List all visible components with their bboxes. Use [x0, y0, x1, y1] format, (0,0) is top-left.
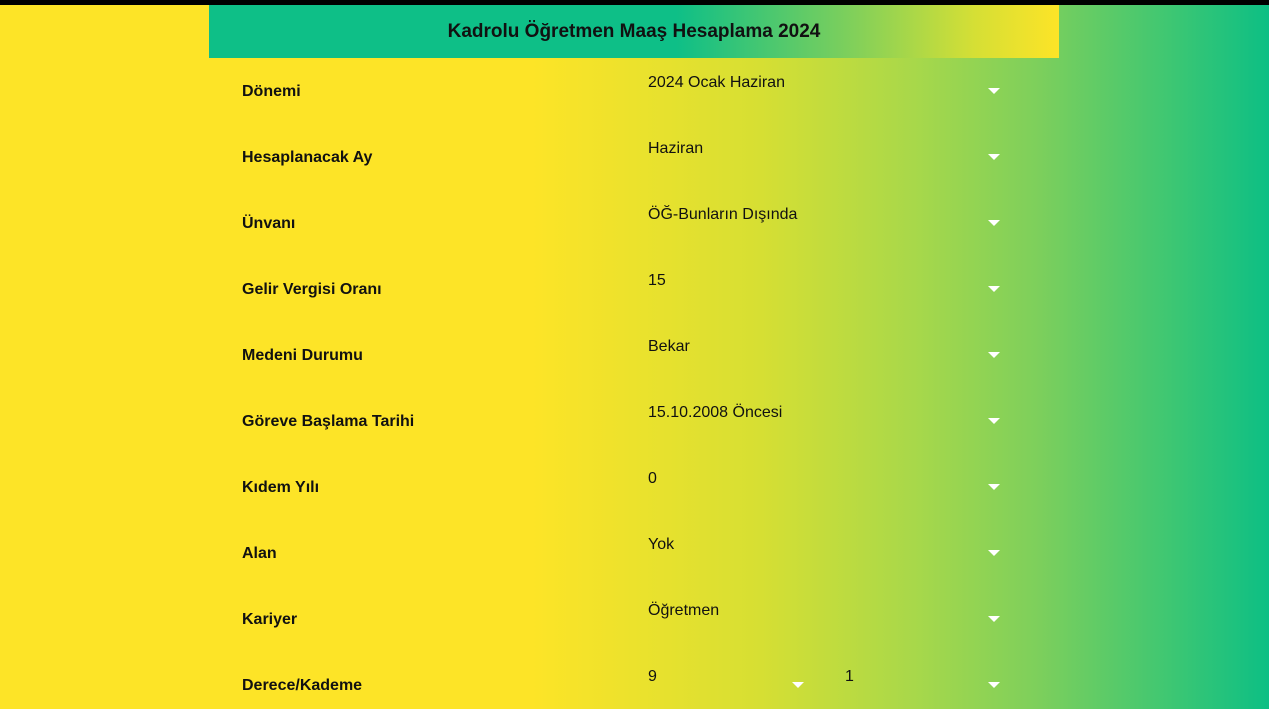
kariyer-value: Öğretmen [648, 602, 720, 619]
hesaplanacak-ay-label: Hesaplanacak Ay [242, 149, 373, 166]
chevron-down-icon [792, 682, 804, 688]
gelir-vergisi-select[interactable] [648, 272, 1002, 306]
medeni-durumu-value: Bekar [648, 338, 690, 355]
donemi-label: Dönemi [242, 83, 301, 100]
kademe-select[interactable] [845, 668, 1002, 702]
alan-value: Yok [648, 536, 675, 553]
kademe-value: 1 [845, 668, 854, 685]
page-title: Kadrolu Öğretmen Maaş Hesaplama 2024 [447, 20, 821, 42]
form-row-hesaplanacak-ay [0, 124, 1269, 190]
gelir-vergisi-value: 15 [648, 272, 666, 289]
goreve-baslama-label: Göreve Başlama Tarihi [242, 413, 415, 430]
form-row-kariyer [0, 586, 1269, 652]
medeni-durumu-select[interactable] [648, 338, 1002, 372]
chevron-down-icon [988, 88, 1000, 94]
kariyer-select[interactable] [648, 602, 1002, 636]
chevron-down-icon [988, 550, 1000, 556]
form-row-donemi [0, 58, 1269, 124]
unvani-value: ÖĞ-Bunların Dışında [648, 206, 798, 223]
derece-kademe-label: Derece/Kademe [242, 677, 363, 694]
kidem-yili-value: 0 [648, 470, 657, 487]
form-row-unvani [0, 190, 1269, 256]
chevron-down-icon [988, 352, 1000, 358]
unvani-label: Ünvanı [242, 215, 296, 232]
kidem-yili-label: Kıdem Yılı [242, 479, 320, 496]
form-row-kidem-yili [0, 454, 1269, 520]
derece-select[interactable] [648, 668, 804, 702]
chevron-down-icon [988, 220, 1000, 226]
gelir-vergisi-label: Gelir Vergisi Oranı [242, 281, 382, 298]
form-row-goreve-baslama [0, 388, 1269, 454]
form-row-medeni-durumu [0, 322, 1269, 388]
form-row-gelir-vergisi [0, 256, 1269, 322]
derece-value: 9 [648, 668, 657, 685]
chevron-down-icon [988, 682, 1000, 688]
chevron-down-icon [988, 616, 1000, 622]
chevron-down-icon [988, 286, 1000, 292]
chevron-down-icon [988, 484, 1000, 490]
hesaplanacak-ay-select[interactable] [648, 140, 1002, 174]
chevron-down-icon [988, 418, 1000, 424]
unvani-select[interactable] [648, 206, 1002, 240]
donemi-select[interactable] [648, 74, 1002, 108]
chevron-down-icon [988, 154, 1000, 160]
medeni-durumu-label: Medeni Durumu [242, 347, 363, 364]
goreve-baslama-value: 15.10.2008 Öncesi [648, 404, 783, 421]
form-row-alan [0, 520, 1269, 586]
goreve-baslama-select[interactable] [648, 404, 1002, 438]
alan-select[interactable] [648, 536, 1002, 570]
page-header [209, 5, 1059, 58]
kariyer-label: Kariyer [242, 611, 298, 628]
form-row-derece-kademe [0, 652, 1269, 709]
alan-label: Alan [242, 545, 277, 562]
hesaplanacak-ay-value: Haziran [648, 140, 704, 157]
donemi-value: 2024 Ocak Haziran [648, 74, 785, 91]
kidem-yili-select[interactable] [648, 470, 1002, 504]
